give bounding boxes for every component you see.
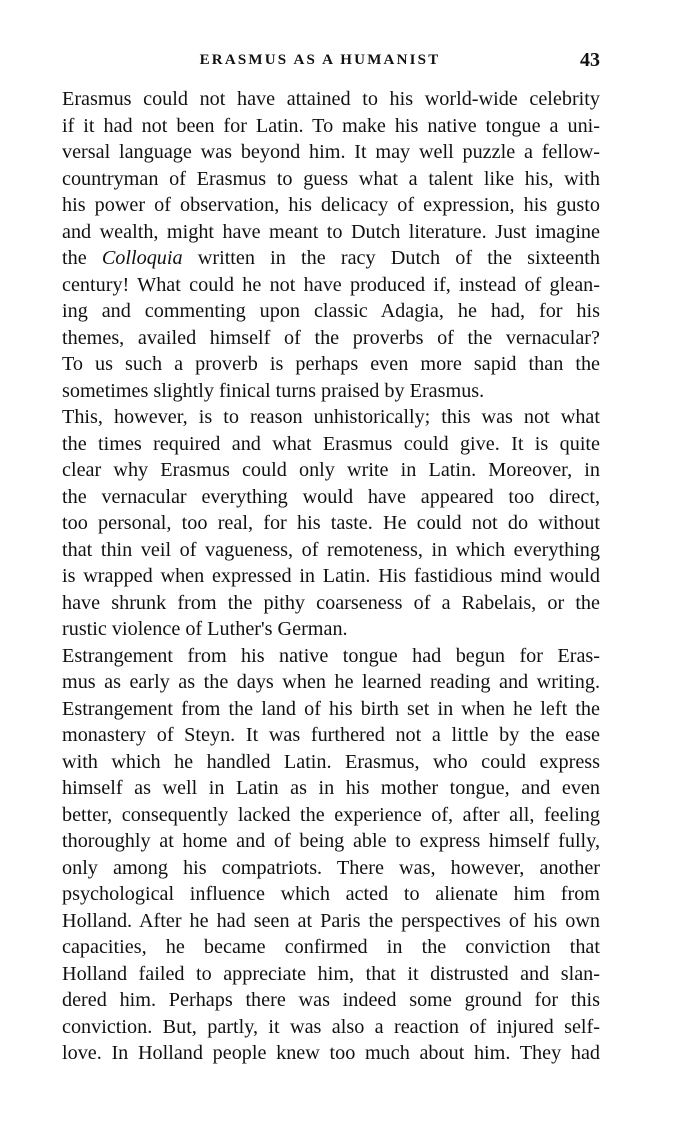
paragraph-1 bbox=[40, 86, 600, 404]
paragraph-2 bbox=[40, 404, 600, 643]
text-line: Erasmus could not have attained to his world-wide celebrity bbox=[62, 88, 600, 110]
text-line: only among his compatriots. There was, however, another bbox=[62, 856, 600, 879]
text-line: mus as early as the days when he learned reading and writing. bbox=[62, 671, 600, 693]
text-line: sometimes slightly finical turns praised by Erasmus. bbox=[62, 379, 485, 402]
text-line: monastery of Steyn. It was furthered not a little by the ease bbox=[62, 724, 600, 746]
paragraph-3 bbox=[40, 643, 600, 1067]
text-line: too personal, too real, for his taste. He could not do without bbox=[62, 512, 600, 534]
text-line: Estrangement from the land of his birth set in when he left the bbox=[62, 697, 600, 720]
body-text bbox=[40, 86, 600, 1067]
text-line: the times required and what Erasmus could give. It is quite bbox=[62, 432, 600, 455]
text-line: thoroughly at home and of being able to express himself fully, bbox=[62, 830, 600, 852]
text-line: conviction. But, partly, it was also a reaction of injured self- bbox=[62, 1015, 600, 1038]
text-line: rustic violence of Luther's German. bbox=[62, 618, 348, 640]
text-line: capacities, he became confirmed in the conviction that bbox=[62, 936, 600, 958]
text-fragment: written in the racy Dutch of the sixteenth bbox=[182, 247, 600, 269]
book-page bbox=[40, 48, 600, 1067]
text-line: the vernacular everything would have appeared too direct, bbox=[62, 485, 600, 508]
text-line: This, however, is to reason unhistorically; this was not what bbox=[62, 406, 600, 428]
text-line: Holland. After he had seen at Paris the perspectives of his own bbox=[62, 909, 600, 932]
running-head bbox=[40, 48, 600, 76]
text-line: psychological influence which acted to alienate him from bbox=[62, 883, 600, 905]
text-line: Estrangement from his native tongue had begun for Eras- bbox=[62, 644, 600, 667]
text-line: themes, availed himself of the proverbs of the vernacular? bbox=[62, 326, 600, 349]
text-line bbox=[40, 245, 600, 272]
text-line: To us such a proverb is perhaps even more sapid than the bbox=[62, 353, 600, 375]
text-line: and wealth, might have meant to Dutch literature. Just imagine bbox=[62, 220, 600, 243]
text-line: with which he handled Latin. Erasmus, who could express bbox=[62, 750, 600, 773]
text-line: his power of observation, his delicacy of expression, his gusto bbox=[62, 194, 600, 216]
text-line: century! What could he not have produced if, instead of glean- bbox=[62, 273, 600, 296]
text-line: if it had not been for Latin. To make his native tongue a uni- bbox=[62, 114, 600, 137]
text-line: dered him. Perhaps there was indeed some ground for this bbox=[62, 989, 600, 1011]
text-line: is wrapped when expressed in Latin. His fastidious mind would bbox=[62, 565, 600, 587]
text-line: himself as well in Latin as in his mother tongue, and even bbox=[62, 777, 600, 799]
running-title: ERASMUS AS A HUMANIST bbox=[199, 52, 441, 68]
text-line: love. In Holland people knew too much about him. They had bbox=[62, 1042, 600, 1064]
text-line: countryman of Erasmus to guess what a talent like his, with bbox=[62, 167, 600, 190]
italic-title: Colloquia bbox=[101, 247, 183, 269]
text-line: have shrunk from the pithy coarseness of a Rabelais, or the bbox=[62, 591, 600, 614]
text-line: ing and commenting upon classic Adagia, he had, for his bbox=[62, 300, 600, 322]
text-line: clear why Erasmus could only write in Latin. Moreover, in bbox=[62, 459, 600, 481]
page-number: 43 bbox=[580, 49, 600, 71]
text-line: better, consequently lacked the experience of, after all, feeling bbox=[62, 803, 600, 826]
text-line: versal language was beyond him. It may well puzzle a fellow- bbox=[62, 141, 600, 163]
text-line: that thin veil of vagueness, of remoteness, in which everything bbox=[62, 538, 600, 561]
text-line: Holland failed to appreciate him, that it distrusted and slan- bbox=[62, 962, 600, 985]
text-fragment: the bbox=[62, 247, 102, 269]
